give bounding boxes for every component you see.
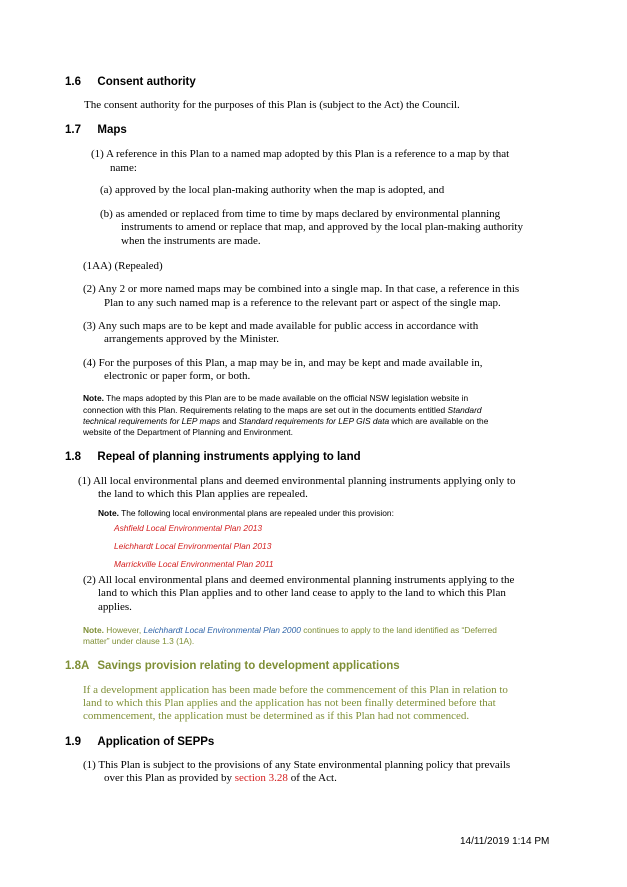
savings-line-2: land to which this Plan applies and the application has not been finally determined before that xyxy=(83,697,496,709)
heading-1-6: 1.6 Consent authority xyxy=(65,76,196,88)
repeal-note-2-line-2: matter” under clause 1.3 (1A). xyxy=(83,636,195,646)
maps-para-a: (a) approved by the local plan-making authority when the map is adopted, and xyxy=(100,184,445,196)
sepp-para-1-line-2: over this Plan as provided by section 3.28 of the Act. xyxy=(104,772,337,784)
maps-para-4-line-1: (4) For the purposes of this Plan, a map may be in, and may be kept and made available in, xyxy=(83,357,483,369)
maps-para-1aa: (1AA) (Repealed) xyxy=(83,260,163,272)
maps-para-4-line-2: electronic or paper form, or both. xyxy=(104,370,251,382)
maps-para-3-line-1: (3) Any such maps are to be kept and made available for public access in accordance with xyxy=(83,320,479,332)
savings-line-1: If a development application has been made before the commencement of this Plan in relation to xyxy=(83,684,508,696)
repeal-para-1-line-1: (1) All local environmental plans and deemed environmental planning instruments applying only to xyxy=(78,475,516,487)
consent-authority-text: The consent authority for the purposes of this Plan is (subject to the Act) the Council. xyxy=(84,99,460,111)
repeal-note: Note. The following local environmental plans are repealed under this provision: xyxy=(98,508,394,518)
repeal-para-2-line-1: (2) All local environmental plans and deemed environmental planning instruments applying to the xyxy=(83,574,515,586)
savings-line-3: commencement, the application must be determined as if this Plan had not commenced. xyxy=(83,710,470,722)
heading-1-7: 1.7 Maps xyxy=(65,124,127,136)
repealed-plan-link-leichhardt[interactable]: Leichhardt Local Environmental Plan 2013 xyxy=(114,541,272,551)
maps-para-1-line-2: name: xyxy=(110,162,137,174)
footer-timestamp: 14/11/2019 1:14 PM xyxy=(460,836,550,847)
maps-note-line-2: connection with this Plan. Requirements relating to the maps are set out in the documents entitled Standard xyxy=(83,405,482,415)
heading-1-8a: 1.8A Savings provision relating to development applications xyxy=(65,660,400,672)
maps-para-3-line-2: arrangements approved by the Minister. xyxy=(104,333,280,345)
repealed-plan-link-marrickville[interactable]: Marrickville Local Environmental Plan 2011 xyxy=(114,559,274,569)
heading-1-9: 1.9 Application of SEPPs xyxy=(65,736,215,748)
heading-1-8: 1.8 Repeal of planning instruments applying to land xyxy=(65,451,361,463)
section-3-28-link[interactable]: section 3.28 xyxy=(234,772,288,784)
repeal-note-2-line-1: Note. However, Leichhardt Local Environmental Plan 2000 continues to apply to the land identified as “Deferred xyxy=(83,625,497,635)
maps-note-line-1: Note. The maps adopted by this Plan are to be made available on the official NSW legislation website in xyxy=(83,393,469,403)
maps-note-line-4: website of the Department of Planning and Environment. xyxy=(83,427,293,437)
repeal-para-1-line-2: the land to which this Plan applies are repealed. xyxy=(98,488,308,500)
repeal-para-2-line-2: land to which this Plan applies and to other land cease to apply to the land to which this Plan xyxy=(98,587,506,599)
repeal-para-2-line-3: applies. xyxy=(98,601,132,613)
maps-para-b-line-1: (b) as amended or replaced from time to time by maps declared by environmental planning xyxy=(100,208,501,220)
maps-note-line-3: technical requirements for LEP maps and Standard requirements for LEP GIS data which are available on the xyxy=(83,416,489,426)
maps-para-2-line-1: (2) Any 2 or more named maps may be combined into a single map. In that case, a reference in this xyxy=(83,283,520,295)
maps-para-b-line-3: when the instruments are made. xyxy=(121,235,261,247)
maps-para-2-line-2: Plan to any such named map is a reference to the relevant part or aspect of the single map. xyxy=(104,297,501,309)
sepp-para-1-line-1: (1) This Plan is subject to the provisions of any State environmental planning policy that prevails xyxy=(83,759,511,771)
maps-para-b-line-2: instruments to amend or replace that map, and approved by the local plan-making authority xyxy=(121,221,523,233)
maps-para-1-line-1: (1) A reference in this Plan to a named map adopted by this Plan is a reference to a map by that xyxy=(91,148,510,160)
leichhardt-2000-link[interactable]: Leichhardt Local Environmental Plan 2000 xyxy=(143,625,301,635)
repealed-plan-link-ashfield[interactable]: Ashfield Local Environmental Plan 2013 xyxy=(114,523,263,533)
